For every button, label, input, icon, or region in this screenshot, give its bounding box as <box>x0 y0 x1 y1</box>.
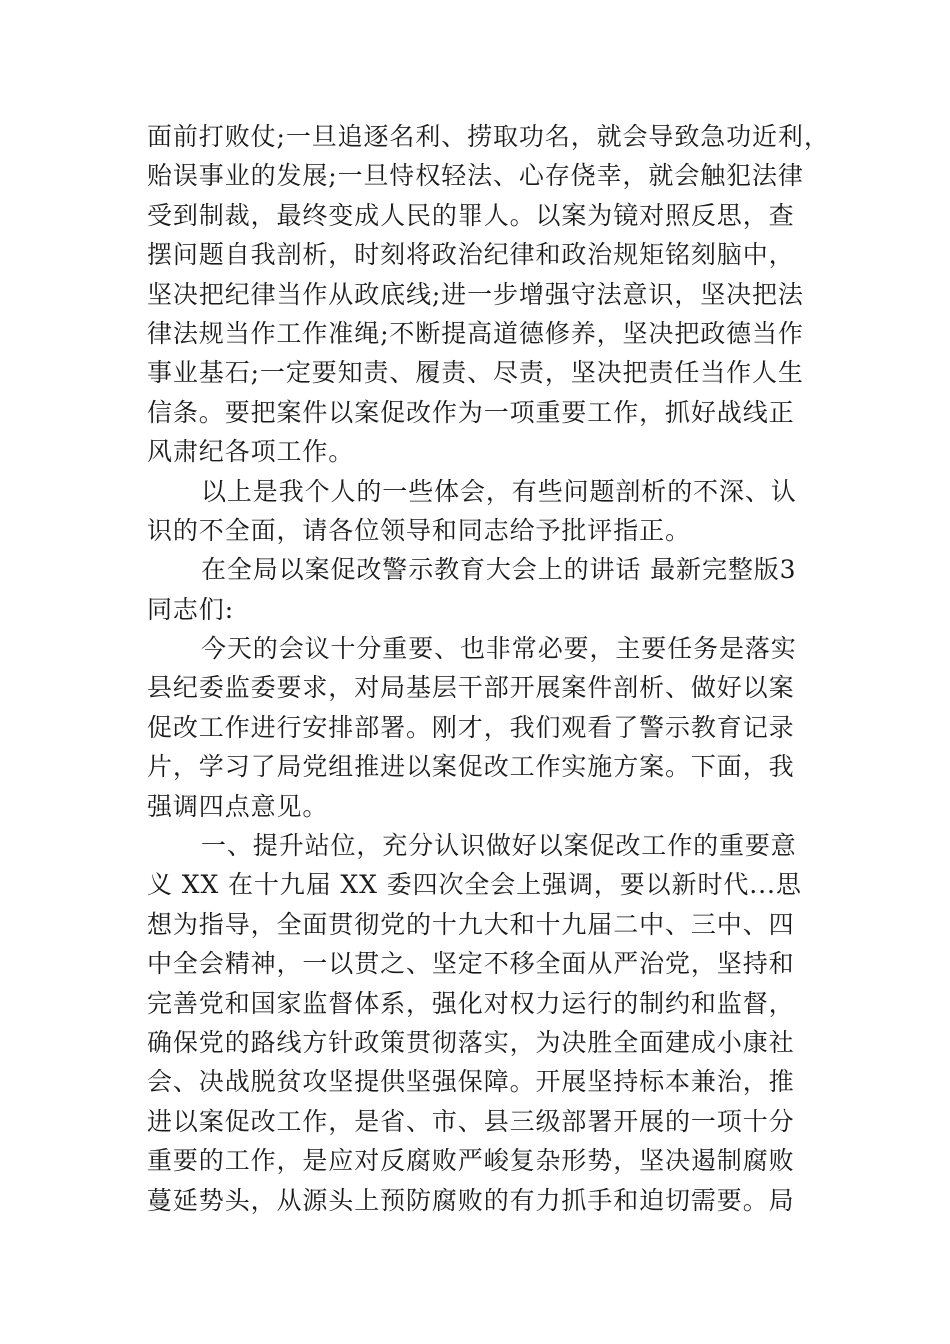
text-line: 蔓延势头，从源头上预防腐败的有力抓手和迫切需要。局 <box>147 1185 795 1215</box>
document-body <box>147 117 830 1220</box>
text-line: 面前打败仗;一旦追逐名利、捞取功名，就会导致急功近利， <box>147 122 830 151</box>
text-line: 贻误事业的发展;一旦恃权轻法、心存侥幸，就会触犯法律 <box>147 161 804 191</box>
text-line: 一、提升站位，充分认识做好以案促改工作的重要意 <box>201 831 797 861</box>
text-line: 同志们: <box>147 594 235 624</box>
text-line: 受到制裁，最终变成人民的罪人。以案为镜对照反思，查 <box>147 200 795 230</box>
text-line: 摆问题自我剖析，时刻将政治纪律和政治规矩铭刻脑中， <box>147 240 795 270</box>
text-line: 会、决战脱贫攻坚提供坚强保障。开展坚持标本兼治，推 <box>147 1067 795 1097</box>
text-line: 进以案促改工作，是省、市、县三级部署开展的一项十分 <box>147 1106 795 1136</box>
text-line: 今天的会议十分重要、也非常必要，主要任务是落实 <box>201 634 797 664</box>
text-line: 义 XX 在十九届 XX 委四次全会上强调，要以新时代...思 <box>147 870 802 900</box>
text-line: 事业基石;一定要知责、履责、尽责，坚决把责任当作人生 <box>147 358 804 388</box>
text-line: 中全会精神，一以贯之、坚定不移全面从严治党，坚持和 <box>147 949 795 979</box>
text-line: 重要的工作，是应对反腐败严峻复杂形势，坚决遏制腐败 <box>147 1146 795 1176</box>
text-line: 强调四点意见。 <box>147 791 329 821</box>
text-line: 在全局以案促改警示教育大会上的讲话 最新完整版3 <box>201 555 797 585</box>
text-line: 坚决把纪律当作从政底线;进一步增强守法意识，坚决把法 <box>147 279 804 309</box>
text-line: 促改工作进行安排部署。刚才，我们观看了警示教育记录 <box>147 712 795 742</box>
text-line: 完善党和国家监督体系，强化对权力运行的制约和监督， <box>147 988 795 1018</box>
text-line: 信条。要把案件以案促改作为一项重要工作，抓好战线正 <box>147 397 795 427</box>
text-line: 想为指导，全面贯彻党的十九大和十九届二中、三中、四 <box>147 909 795 939</box>
text-line: 片，学习了局党组推进以案促改工作实施方案。下面，我 <box>147 752 795 782</box>
text-line: 识的不全面，请各位领导和同志给予批评指正。 <box>147 515 691 545</box>
text-line: 以上是我个人的一些体会，有些问题剖析的不深、认 <box>201 476 797 506</box>
text-line: 确保党的路线方针政策贯彻落实，为决胜全面建成小康社 <box>147 1027 795 1057</box>
text-line: 县纪委监委要求，对局基层干部开展案件剖析、做好以案 <box>147 673 795 703</box>
text-line: 律法规当作工作准绳;不断提高道德修养，坚决把政德当作 <box>147 318 804 348</box>
text-line: 风肃纪各项工作。 <box>147 437 355 467</box>
